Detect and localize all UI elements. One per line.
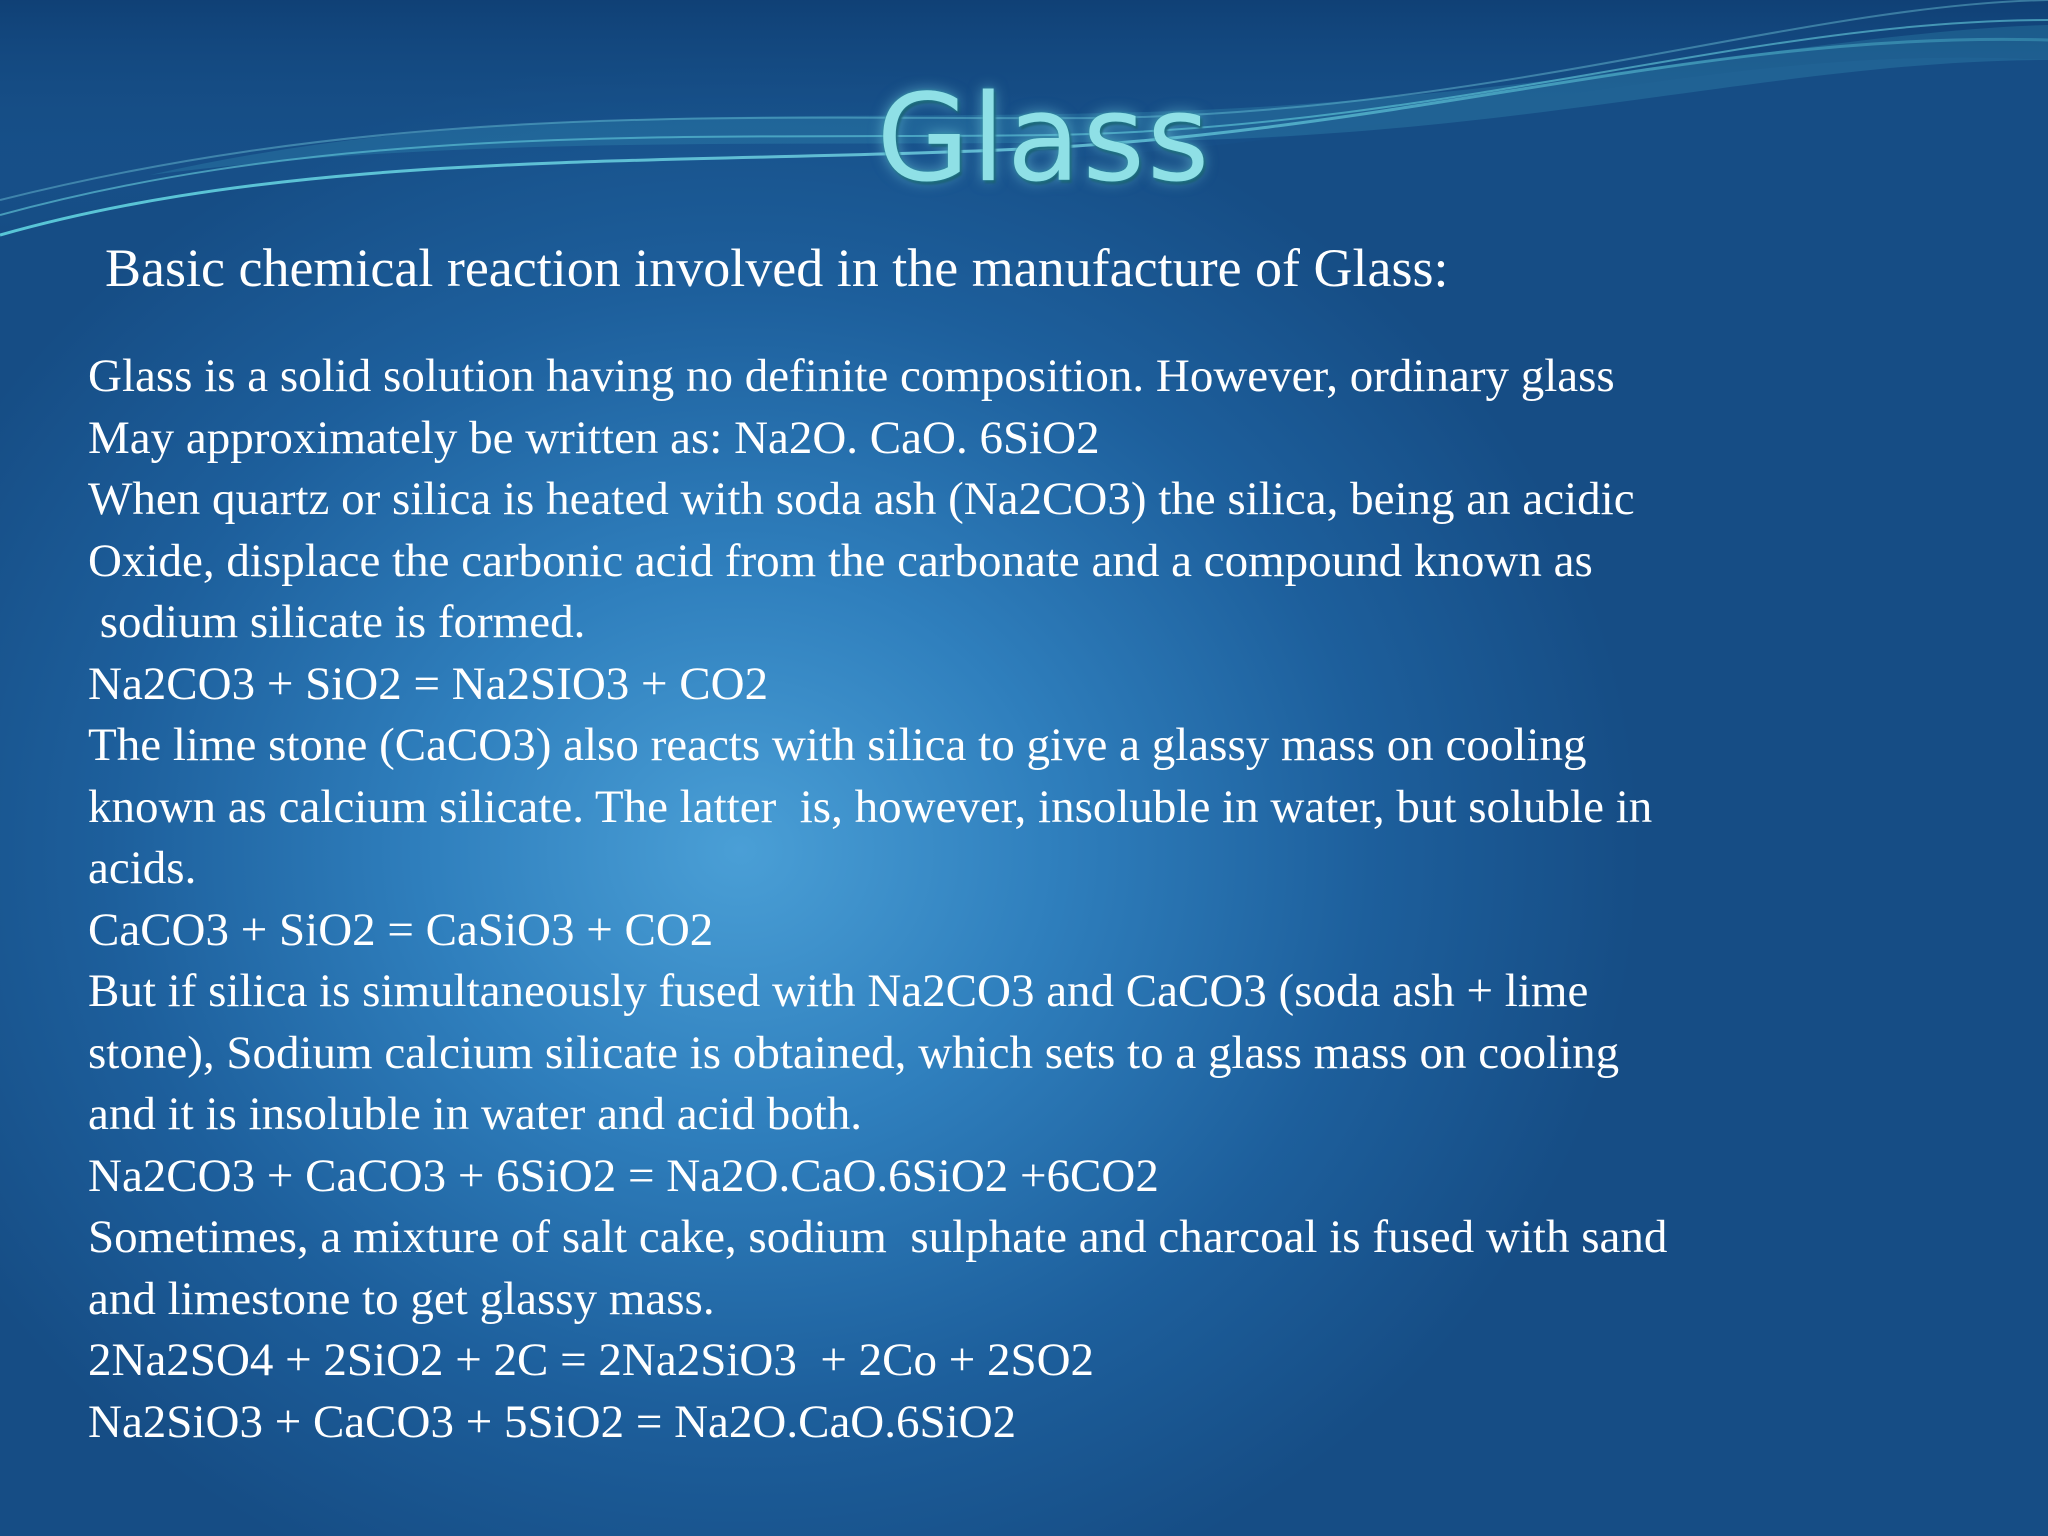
body-line: sodium silicate is formed. — [88, 596, 586, 648]
slide-body — [88, 346, 2038, 1453]
body-line: and limestone to get glassy mass. — [88, 1272, 715, 1325]
body-line: But if silica is simultaneously fused with Na2CO3 and CaCO3 (soda ash + lime — [88, 965, 1589, 1017]
body-line: known as calcium silicate. The latter is, however, insoluble in water, but soluble in — [88, 780, 1653, 833]
body-line: stone), Sodium calcium silicate is obtained, which sets to a glass mass on cooling — [88, 1026, 1620, 1079]
equation-line: 2Na2SO4 + 2SiO2 + 2C = 2Na2SiO3 + 2Co + 2SO2 — [88, 1334, 1095, 1386]
body-line: When quartz or silica is heated with soda ash (Na2CO3) the silica, being an acidic — [88, 473, 1635, 525]
body-line: Glass is a solid solution having no definite composition. However, ordinary glass — [88, 350, 1615, 402]
slide-title: Glass — [876, 70, 1212, 209]
slide-subtitle: Basic chemical reaction involved in the manufacture of Glass: — [105, 238, 1449, 298]
body-line: Oxide, displace the carbonic acid from the carbonate and a compound known as — [88, 534, 1593, 587]
equation-line: Na2CO3 + CaCO3 + 6SiO2 = Na2O.CaO.6SiO2 +6CO2 — [88, 1149, 1159, 1202]
body-line: acids. — [88, 842, 197, 894]
body-line: The lime stone (CaCO3) also reacts with silica to give a glassy mass on cooling — [88, 719, 1587, 771]
equation-line: Na2CO3 + SiO2 = Na2SIO3 + CO2 — [88, 657, 769, 710]
equation-line: CaCO3 + SiO2 = CaSiO3 + CO2 — [88, 903, 714, 956]
equation-line: Na2SiO3 + CaCO3 + 5SiO2 = Na2O.CaO.6SiO2 — [88, 1395, 1017, 1448]
body-line: May approximately be written as: Na2O. CaO. 6SiO2 — [88, 411, 1100, 464]
body-line: and it is insoluble in water and acid both. — [88, 1088, 863, 1140]
body-line: Sometimes, a mixture of salt cake, sodium sulphate and charcoal is fused with sand — [88, 1211, 1668, 1263]
